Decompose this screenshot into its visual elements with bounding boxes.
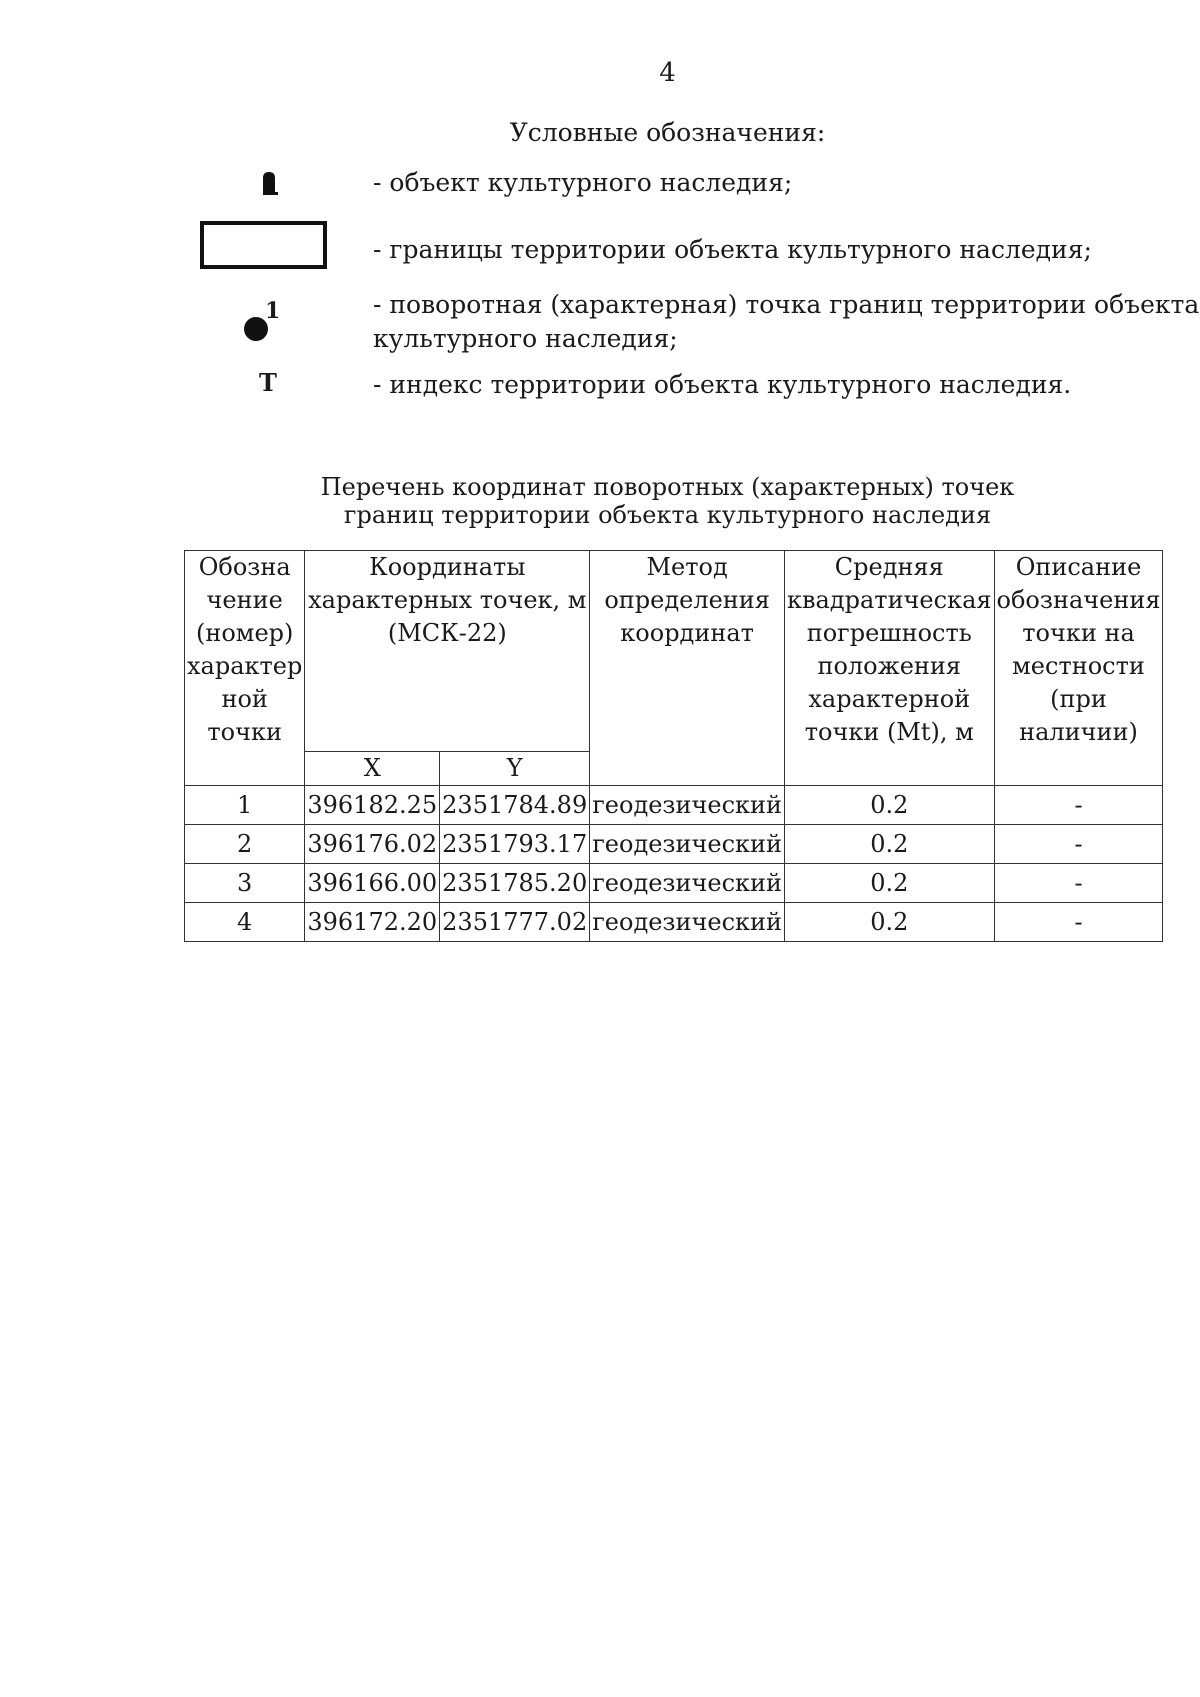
header-number: Обозна чение (номер) характер ной точки bbox=[185, 551, 305, 786]
cell-x: 396172.20 bbox=[305, 903, 440, 942]
list-title-line2: границ территории объекта культурного наследия bbox=[343, 501, 992, 529]
cell-method: геодезический bbox=[590, 864, 785, 903]
legend-text-turning-point-line2: культурного наследия; bbox=[373, 324, 678, 353]
header-error: Средняя квадратическая погрешность положения характерной точки (Mt), м bbox=[785, 551, 995, 786]
territory-index-icon: Т bbox=[259, 368, 277, 397]
cell-method: геодезический bbox=[590, 786, 785, 825]
cell-y: 2351793.17 bbox=[440, 825, 590, 864]
table-row bbox=[185, 786, 1163, 825]
cell-number: 1 bbox=[185, 786, 305, 825]
cell-description: - bbox=[994, 825, 1163, 864]
cell-x: 396182.25 bbox=[305, 786, 440, 825]
list-title-line1: Перечень координат поворотных (характерных) точек bbox=[320, 473, 1015, 501]
cell-number: 4 bbox=[185, 903, 305, 942]
cell-method: геодезический bbox=[590, 825, 785, 864]
cell-description: - bbox=[994, 864, 1163, 903]
boundary-rectangle-icon bbox=[200, 221, 327, 269]
header-y: Y bbox=[440, 752, 590, 786]
cell-y: 2351785.20 bbox=[440, 864, 590, 903]
list-title bbox=[0, 473, 1200, 529]
header-method: Метод определения координат bbox=[590, 551, 785, 786]
monument-icon bbox=[259, 170, 279, 195]
cell-description: - bbox=[994, 786, 1163, 825]
cell-error: 0.2 bbox=[785, 903, 995, 942]
cell-y: 2351784.89 bbox=[440, 786, 590, 825]
cell-method: геодезический bbox=[590, 903, 785, 942]
header-x: X bbox=[305, 752, 440, 786]
table-row bbox=[185, 864, 1163, 903]
legend-text-index: - индекс территории объекта культурного наследия. bbox=[373, 370, 1072, 399]
page-number: 4 bbox=[659, 58, 676, 88]
legend-text-turning-point-line1: - поворотная (характерная) точка границ территории объекта bbox=[373, 290, 1200, 319]
cell-number: 3 bbox=[185, 864, 305, 903]
cell-error: 0.2 bbox=[785, 825, 995, 864]
header-coordinates: Координаты характерных точек, м (МСК-22) bbox=[305, 551, 590, 752]
table-row bbox=[185, 903, 1163, 942]
coordinates-table bbox=[184, 550, 1163, 942]
legend-text-boundary: - границы территории объекта культурного наследия; bbox=[373, 235, 1092, 264]
cell-error: 0.2 bbox=[785, 786, 995, 825]
cell-error: 0.2 bbox=[785, 864, 995, 903]
cell-y: 2351777.02 bbox=[440, 903, 590, 942]
cell-number: 2 bbox=[185, 825, 305, 864]
legend-text-monument: - объект культурного наследия; bbox=[373, 168, 793, 197]
table-header-row bbox=[185, 551, 1163, 752]
cell-x: 396176.02 bbox=[305, 825, 440, 864]
legend-title: Условные обозначения: bbox=[509, 118, 826, 147]
turning-point-label: 1 bbox=[265, 298, 281, 324]
header-description: Описание обозначения точки на местности (при наличии) bbox=[994, 551, 1163, 786]
cell-x: 396166.00 bbox=[305, 864, 440, 903]
cell-description: - bbox=[994, 903, 1163, 942]
legend-text-turning-point bbox=[373, 288, 1199, 356]
table-row bbox=[185, 825, 1163, 864]
